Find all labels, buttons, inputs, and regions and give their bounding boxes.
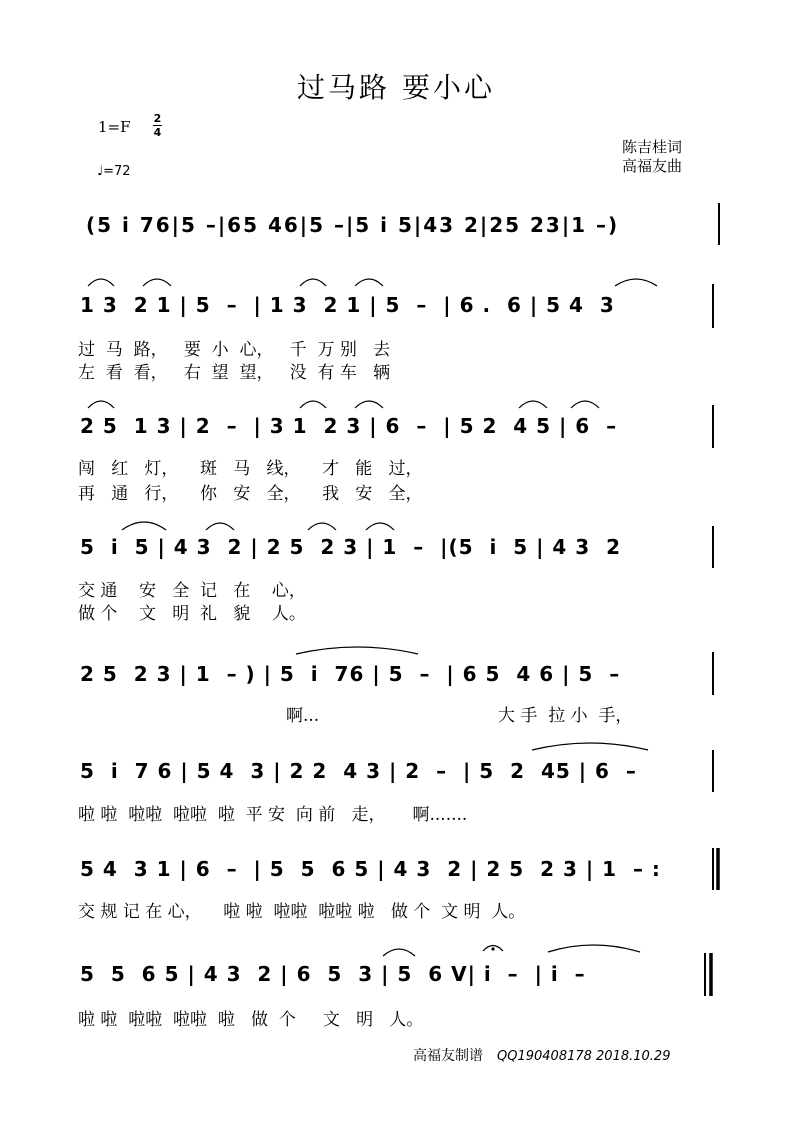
fermata-mark	[483, 946, 503, 952]
quarter-note-icon: ♩	[97, 164, 104, 179]
slur-mark	[300, 279, 326, 286]
slur-mark	[122, 522, 166, 530]
lyric-row-1-verse-1: 过 马 路， 要 小 心， 千 万 别 去	[78, 340, 391, 360]
slur-mark	[571, 401, 599, 408]
tempo-value: =72	[103, 164, 131, 179]
footer-maker: 高福友制谱	[413, 1048, 483, 1064]
music-row-5: 5 i 7 6 | 5 4 3 | 2 2 4 3 | 2 – | 5 2 45 | 6 –	[80, 759, 637, 783]
lyric-row-5: 啦 啦 啦啦 啦啦 啦 平 安 向 前 走， 啊.......	[78, 805, 468, 825]
lyric-row-6: 交 规 记 在 心， 啦 啦 啦啦 啦啦 啦 做 个 文 明 人。	[78, 902, 526, 922]
fermata-dot	[491, 947, 494, 950]
music-row-7: 5 5 6 5 | 4 3 2 | 6 5 3 | 5 6 V| i – | i –	[80, 962, 586, 986]
music-row-3: 5 i 5 | 4 3 2 | 2 5 2 3 | 1 – |(5 i 5 | 4 3 2	[80, 535, 622, 559]
slur-mark	[519, 401, 547, 408]
slur-mark	[88, 401, 114, 408]
music-row-2: 2 5 1 3 | 2 – | 3 1 2 3 | 6 – | 5 2 4 5 | 6 –	[80, 414, 618, 438]
music-row-4: 2 5 2 3 | 1 – ) | 5 i 76 | 5 – | 6 5 4 6 | 5 –	[80, 662, 621, 686]
music-row-6: 5 4 3 1 | 6 – | 5 5 6 5 | 4 3 2 | 2 5 2 3 | 1 – :	[80, 857, 661, 881]
slur-mark	[143, 279, 171, 286]
lyric-row-2-verse-1: 闯 红 灯， 斑 马 线， 才 能 过，	[78, 459, 423, 479]
slur-mark	[383, 949, 415, 956]
slur-mark	[532, 743, 648, 750]
slur-mark	[548, 945, 640, 952]
slur-marks	[88, 279, 657, 956]
lyricist-credit: 陈吉桂词	[622, 138, 683, 156]
lyric-row-3-verse-1: 交 通 安 全 记 在 心，	[78, 581, 306, 601]
lyric-row-1-verse-2: 左 看 看， 右 望 望， 没 有 车 辆	[78, 363, 391, 383]
lyric-row-4-phrase: 大 手 拉 小 手，	[498, 706, 633, 726]
lyric-row-7: 啦 啦 啦啦 啦啦 啦 做 个 文 明 人。	[78, 1010, 424, 1030]
song-title: 过马路 要小心	[297, 71, 495, 104]
lyric-row-3-verse-2: 做 个 文 明 礼 貌 人。	[78, 604, 306, 624]
footer-code: QQ190408178 2018.10.29	[497, 1049, 671, 1064]
slur-mark	[355, 401, 383, 408]
slur-mark	[296, 647, 418, 654]
key-signature: 1=F	[98, 118, 131, 136]
final-barlines	[705, 203, 719, 996]
slur-mark	[308, 523, 336, 530]
slur-mark	[206, 523, 234, 530]
time-signature-top: 2	[153, 112, 162, 125]
lyric-row-2-verse-2: 再 通 行， 你 安 全， 我 安 全，	[78, 484, 423, 504]
slur-mark	[615, 279, 657, 286]
slur-mark	[366, 523, 394, 530]
lyric-row-4-ah: 啊...	[286, 706, 320, 726]
music-row-1: 1 3 2 1 | 5 – | 1 3 2 1 | 5 – | 6 . 6 | 5 4 3	[80, 293, 615, 317]
time-signature-bottom: 4	[153, 126, 162, 139]
slur-mark	[300, 401, 326, 408]
slur-mark	[88, 279, 114, 286]
slur-mark	[355, 279, 383, 286]
music-row-0: (5 i 76|5 –|65 46|5 –|5 i 5|43 2|25 23|1 –)	[86, 213, 620, 237]
composer-credit: 高福友曲	[622, 157, 683, 175]
